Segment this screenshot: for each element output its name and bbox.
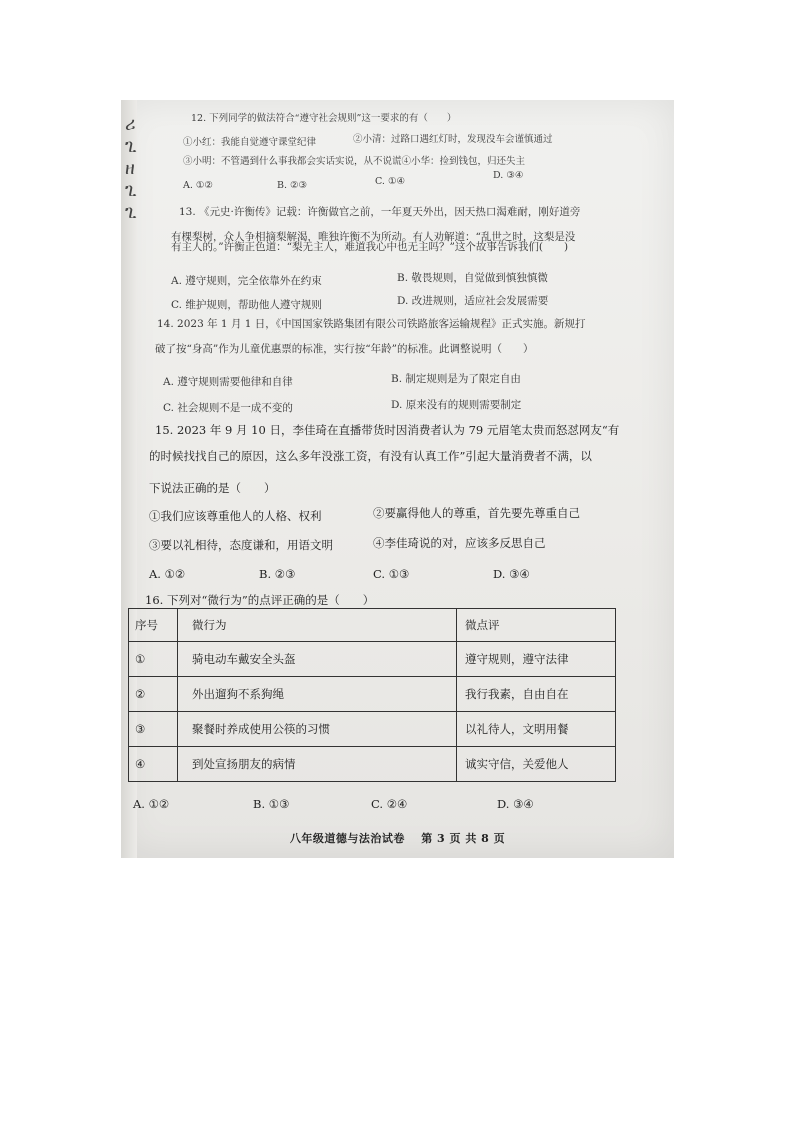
table-cell-index: ① — [129, 642, 178, 677]
exam-page-photo — [121, 100, 674, 858]
table-cell-behavior: 聚餐时养成使用公筷的习惯 — [178, 712, 457, 747]
q15-option-d: D. ③④ — [493, 567, 530, 581]
edge-mark: ዘ — [125, 158, 135, 179]
q13-option-c: C. 维护规则，帮助他人遵守规则 — [171, 299, 322, 311]
edge-mark: ጊ — [125, 180, 137, 201]
q16-table — [128, 608, 616, 782]
q15-statement-3: ③要以礼相待，态度谦和，用语文明 — [149, 538, 333, 552]
q14-option-a: A. 遵守规则需要他律和自律 — [163, 376, 293, 388]
q16-option-b: B. ①③ — [253, 797, 290, 811]
q15-statement-2: ②要赢得他人的尊重，首先要先尊重自己 — [373, 506, 580, 520]
q14-stem-line-2: 破了按“身高”作为儿童优惠票的标准，实行按“年龄”的标准。此调整说明（ ） — [155, 343, 534, 355]
page-number: 第 3 页 共 8 页 — [421, 832, 506, 845]
table-cell-comment: 以礼待人，文明用餐 — [457, 712, 616, 747]
q15-stem-line-3: 下说法正确的是（ ） — [149, 481, 276, 495]
table-cell-index: ② — [129, 677, 178, 712]
table-header-index: 序号 — [129, 609, 178, 642]
table-cell-behavior: 外出遛狗不系狗绳 — [178, 677, 457, 712]
q13-option-b: B. 敬畏规则，自觉做到慎独慎微 — [397, 272, 548, 284]
page-footer — [121, 830, 674, 846]
table-row — [129, 642, 616, 677]
table-row — [129, 747, 616, 782]
q12-statement-3: ③小明：不管遇到什么事我都会实话实说，从不说谎④小华：捡到钱包，归还失主 — [183, 156, 526, 167]
q15-statement-4: ④李佳琦说的对，应该多反思自己 — [373, 536, 546, 550]
q12-stem: 12. 下列同学的做法符合“遵守社会规则”这一要求的有（ ） — [191, 113, 457, 124]
q12-statement-1: ①小红：我能自觉遵守课堂纪律 — [183, 137, 317, 148]
table-cell-comment: 遵守规则，遵守法律 — [457, 642, 616, 677]
q15-option-c: C. ①③ — [373, 567, 410, 581]
q12-statement-2: ②小清：过路口遇红灯时，发现没车会谨慎通过 — [353, 134, 553, 145]
q12-option-c: C. ①④ — [375, 176, 406, 187]
edge-mark: ጊ — [125, 136, 137, 157]
edge-mark: ጊ — [125, 202, 137, 223]
q14-option-d: D. 原来没有的规则需要制定 — [391, 399, 522, 411]
q16-stem: 16. 下列对“微行为”的点评正确的是（ ） — [145, 593, 375, 607]
table-cell-comment: 我行我素，自由自在 — [457, 677, 616, 712]
table-header-row — [129, 609, 616, 642]
q13-stem-line-3: 有主人的。”许衡正色道：“梨无主人，难道我心中也无主吗？”这个故事告诉我们( ) — [171, 241, 569, 253]
q14-option-b: B. 制定规则是为了限定自由 — [391, 373, 521, 385]
q14-option-c: C. 社会规则不是一成不变的 — [163, 402, 293, 414]
q13-option-a: A. 遵守规则，完全依靠外在约束 — [171, 275, 322, 287]
q15-option-b: B. ②③ — [259, 567, 296, 581]
q12-option-a: A. ①② — [183, 180, 213, 191]
q12-option-d: D. ③④ — [493, 170, 524, 181]
table-header-comment: 微点评 — [457, 609, 616, 642]
table-cell-index: ③ — [129, 712, 178, 747]
q16-option-d: D. ③④ — [497, 797, 534, 811]
q15-stem-line-1: 15. 2023 年 9 月 10 日，李佳琦在直播带货时因消费者认为 79 元眉笔太贵而怒怼网友“有 — [155, 423, 620, 437]
q15-option-a: A. ①② — [149, 567, 186, 581]
q12-option-b: B. ②③ — [277, 180, 308, 191]
q15-statement-1: ①我们应该尊重他人的人格、权利 — [149, 509, 322, 523]
q15-stem-line-2: 的时候找找自己的原因，这么多年没涨工资，有没有认真工作”引起大量消费者不满，以 — [149, 449, 592, 463]
bleed-through-marks — [125, 114, 137, 224]
edge-mark: ሪ — [125, 114, 136, 135]
q13-option-d: D. 改进规则，适应社会发展需要 — [397, 295, 549, 307]
q13-stem-line-1: 13. 《元史·许衡传》记载：许衡做官之前，一年夏天外出，因天热口渴难耐，刚好道旁 — [179, 206, 581, 218]
table-row — [129, 677, 616, 712]
table-header-behavior: 微行为 — [178, 609, 457, 642]
table-cell-behavior: 骑电动车戴安全头盔 — [178, 642, 457, 677]
q16-option-c: C. ②④ — [371, 797, 408, 811]
table-cell-index: ④ — [129, 747, 178, 782]
table-row — [129, 712, 616, 747]
q13-stem-line-2: 有棵梨树，众人争相摘梨解渴，唯独许衡不为所动。有人劝解道：“乱世之时，这梨是没 — [171, 231, 576, 243]
table-cell-comment: 诚实守信，关爱他人 — [457, 747, 616, 782]
exam-title: 八年级道德与法治试卷 — [289, 832, 405, 845]
table-cell-behavior: 到处宣扬朋友的病情 — [178, 747, 457, 782]
q14-stem-line-1: 14. 2023 年 1 月 1 日，《中国国家铁路集团有限公司铁路旅客运输规程》正式实施。新规打 — [157, 318, 586, 330]
q16-option-a: A. ①② — [133, 797, 170, 811]
